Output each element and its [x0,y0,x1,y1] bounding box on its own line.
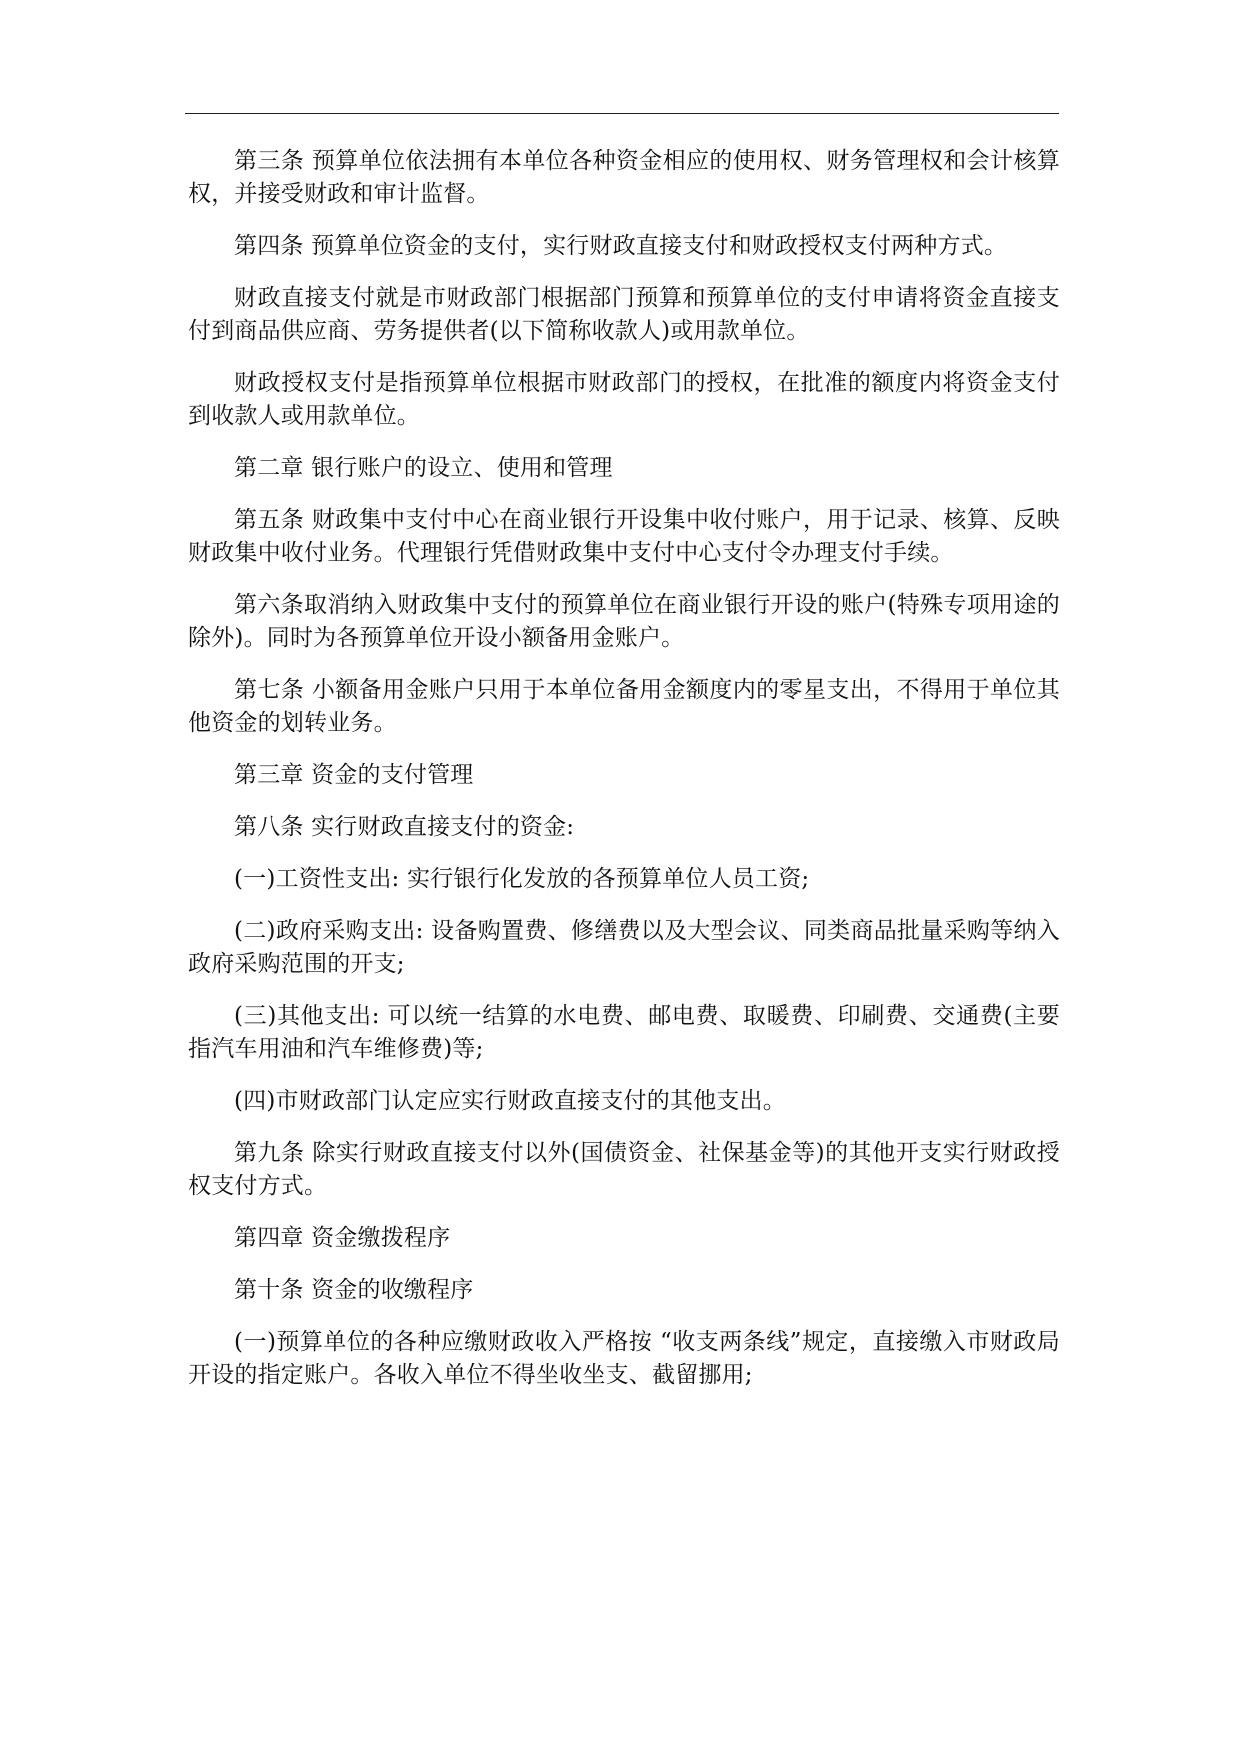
paragraph-article-7: 第七条 小额备用金账户只用于本单位备用金额度内的零星支出，不得用于单位其他资金的划转业务。 [188,677,1060,736]
chapter-2-heading: 第二章 银行账户的设立、使用和管理 [234,455,613,481]
header-rule [185,113,1059,114]
list-item-collection-1: (一)预算单位的各种应缴财政收入严格按 “收支两条线”规定，直接缴入市财政局开设的指定账户。各收入单位不得坐收坐支、截留挪用; [188,1329,1060,1388]
paragraph-article-9: 第九条 除实行财政直接支付以外(国债资金、社保基金等)的其他开支实行财政授权支付方式。 [188,1140,1060,1199]
list-item-3: (三)其他支出: 可以统一结算的水电费、邮电费、取暖费、印刷费、交通费(主要指汽车用油和汽车维修费)等; [188,1003,1060,1062]
list-item-2: (二)政府采购支出: 设备购置费、修缮费以及大型会议、同类商品批量采购等纳入政府采购范围的开支; [188,918,1060,977]
list-item-4: (四)市财政部门认定应实行财政直接支付的其他支出。 [234,1088,786,1114]
list-item-1: (一)工资性支出: 实行银行化发放的各预算单位人员工资; [234,866,810,892]
paragraph-article-6: 第六条取消纳入财政集中支付的预算单位在商业银行开设的账户(特殊专项用途的除外)。同时为各预算单位开设小额备用金账户。 [188,592,1060,651]
paragraph-article-3: 第三条 预算单位依法拥有本单位各种资金相应的使用权、财务管理权和会计核算权，并接受财政和审计监督。 [188,148,1060,207]
paragraph-direct-payment: 财政直接支付就是市财政部门根据部门预算和预算单位的支付申请将资金直接支付到商品供应商、劳务提供者(以下简称收款人)或用款单位。 [188,285,1060,344]
paragraph-article-8: 第八条 实行财政直接支付的资金: [234,814,575,840]
paragraph-authorized-payment: 财政授权支付是指预算单位根据市财政部门的授权，在批准的额度内将资金支付到收款人或用款单位。 [188,370,1060,429]
chapter-3-heading: 第三章 资金的支付管理 [234,762,474,788]
paragraph-article-10: 第十条 资金的收缴程序 [234,1277,474,1303]
paragraph-article-5: 第五条 财政集中支付中心在商业银行开设集中收付账户，用于记录、核算、反映财政集中收付业务。代理银行凭借财政集中支付中心支付令办理支付手续。 [188,507,1060,566]
document-body [188,145,1060,1411]
paragraph-article-4: 第四条 预算单位资金的支付，实行财政直接支付和财政授权支付两种方式。 [234,233,1008,259]
chapter-4-heading: 第四章 资金缴拨程序 [234,1225,451,1251]
